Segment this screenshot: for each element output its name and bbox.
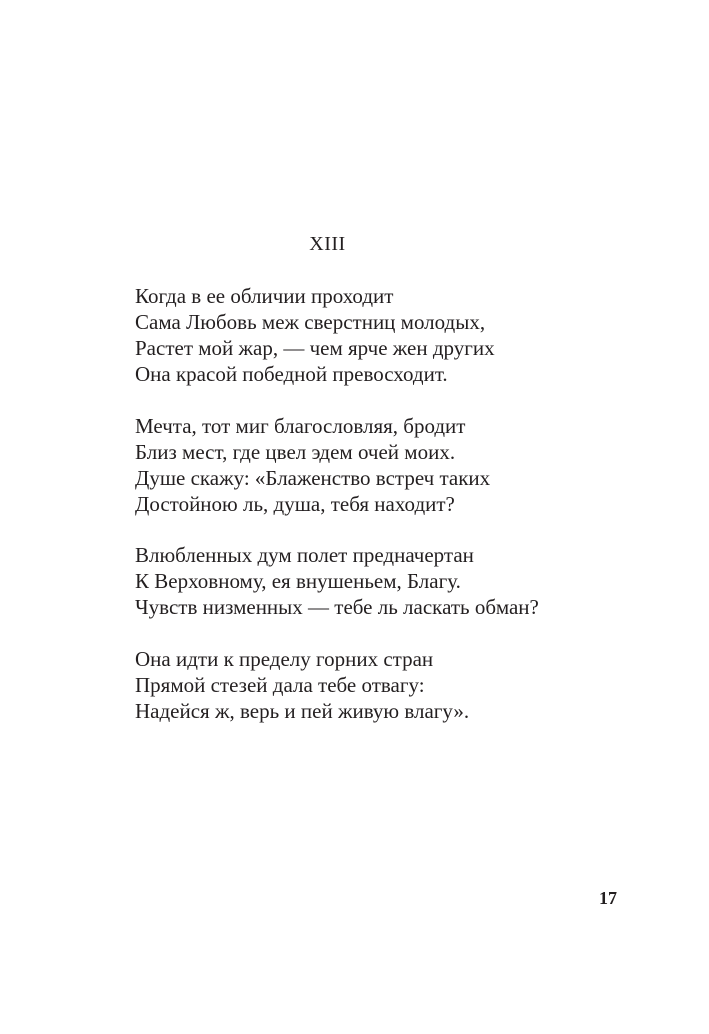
poem-line: Мечта, тот миг благословляя, бродит (135, 413, 466, 438)
stanza-4 (135, 646, 655, 724)
poem-body (135, 283, 655, 749)
poem-line: Душе скажу: «Блаженство встреч таких (135, 465, 491, 490)
poem-title: XIII (309, 233, 346, 255)
stanza-2 (135, 413, 655, 517)
poem-line: Достойною ль, душа, тебя находит? (135, 491, 455, 516)
poem-line: Сама Любовь меж сверстниц молодых, (135, 310, 486, 334)
stanza-3 (135, 542, 655, 620)
poem-line: Она идти к пределу горних стран (135, 646, 434, 671)
page-number: 17 (599, 888, 617, 908)
stanza-1 (135, 283, 655, 387)
poem-line: Надейся ж, верь и пей живую влагу». (135, 698, 470, 723)
poem-line: Растет мой жар, — чем ярче жен других (135, 336, 495, 360)
poem-line: Чувств низменных — тебе ль ласкать обман? (135, 595, 539, 619)
poem-line: Влюбленных дум полет предначертан (135, 543, 474, 567)
poem-line: Она красой победной превосходит. (135, 362, 448, 386)
poem-line: Близ мест, где цвел эдем очей моих. (135, 439, 456, 464)
poem-line: Прямой стезей дала тебе отвагу: (135, 672, 425, 697)
poem-line: Когда в ее обличии проходит (135, 284, 394, 308)
poem-line: К Верховному, ея внушеньем, Благу. (135, 569, 461, 593)
